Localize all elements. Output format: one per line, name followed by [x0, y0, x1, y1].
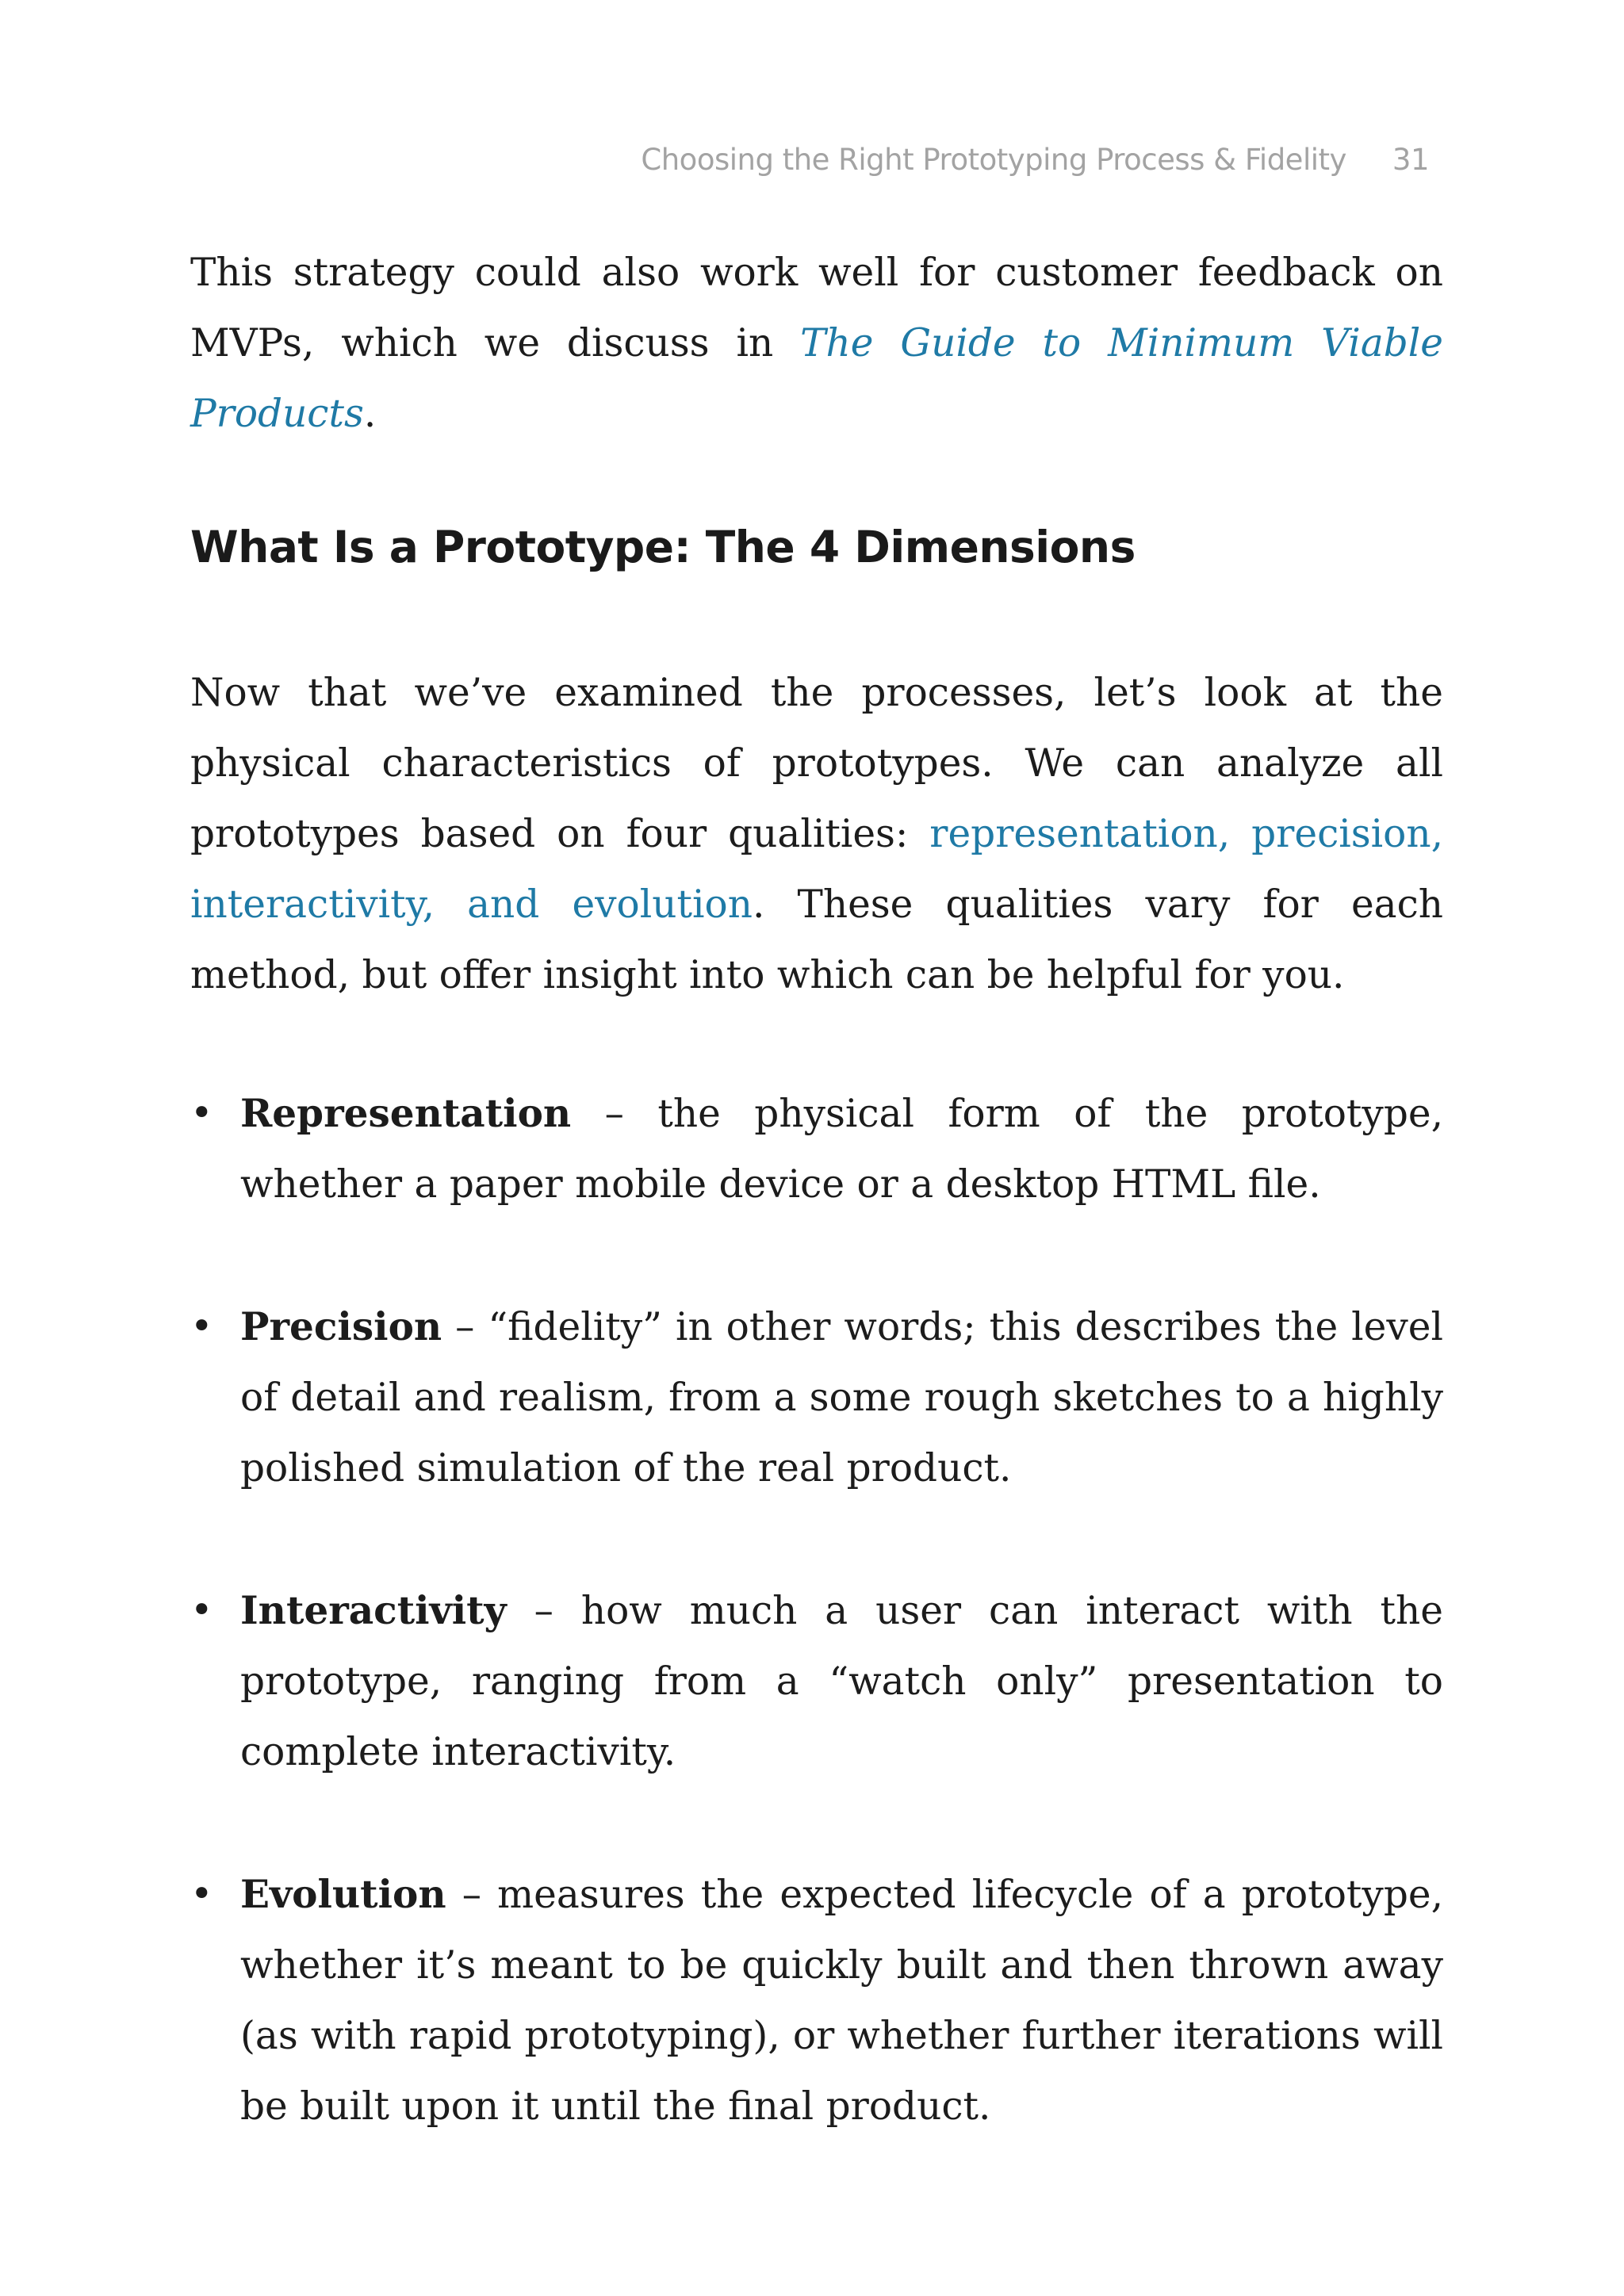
bullet-icon: •: [190, 1588, 213, 1632]
term-evolution: Evolution: [240, 1872, 446, 1917]
list-item-interactivity: [190, 1575, 1443, 1788]
term-precision: Precision: [240, 1304, 442, 1349]
qualities-list: [190, 1078, 1443, 2214]
bullet-icon: •: [190, 1091, 213, 1135]
intro-paragraph: [190, 238, 1443, 450]
list-item-evolution: [190, 1859, 1443, 2142]
running-header: [641, 143, 1429, 177]
description-representation: – the physical form of the prototype, whether a paper mobile device or a desktop HTML file.: [240, 1092, 1443, 1207]
bullet-icon: •: [190, 1872, 213, 1916]
body-text-before: Now that we’ve examined the processes, let’s look at the physical characteristics of prototypes. We can analyze all prototypes based on four qualities:: [190, 671, 1443, 856]
intro-text-after: .: [363, 392, 377, 436]
page-number: 31: [1392, 143, 1429, 177]
term-representation: Representation: [240, 1091, 572, 1136]
intro-text-before: This strategy could also work well for customer feedback on MVPs, which we discuss in: [190, 251, 1443, 365]
page-content: [190, 238, 1444, 2129]
body-paragraph: [190, 658, 1443, 1011]
list-item-precision: [190, 1292, 1443, 1504]
description-interactivity: – how much a user can interact with the prototype, ranging from a “watch only” presentation to complete interactivity.: [240, 1589, 1443, 1774]
term-interactivity: Interactivity: [240, 1588, 507, 1633]
running-title: Choosing the Right Prototyping Process & Fidelity: [641, 143, 1346, 177]
qualities-link[interactable]: representation, precision, interactivity, and evolution: [190, 812, 1444, 927]
body-text-after: . These qualities vary for each method, but offer insight into which can be helpful for you.: [190, 882, 1444, 997]
description-precision: – “fidelity” in other words; this describes the level of detail and realism, from a some rough sketches to a highly polished simulation of the real product.: [240, 1305, 1443, 1490]
bullet-icon: •: [190, 1304, 213, 1349]
guide-mvp-link[interactable]: The Guide to Minimum Viable Products: [190, 321, 1443, 436]
list-item-representation: [190, 1078, 1443, 1220]
section-heading: What Is a Prototype: The 4 Dimensions: [190, 522, 1136, 572]
description-evolution: – measures the expected lifecycle of a prototype, whether it’s meant to be quickly built and then thrown away (as with rapid prototyping), or whether further iterations will be built upon it until the final product.: [240, 1873, 1443, 2129]
